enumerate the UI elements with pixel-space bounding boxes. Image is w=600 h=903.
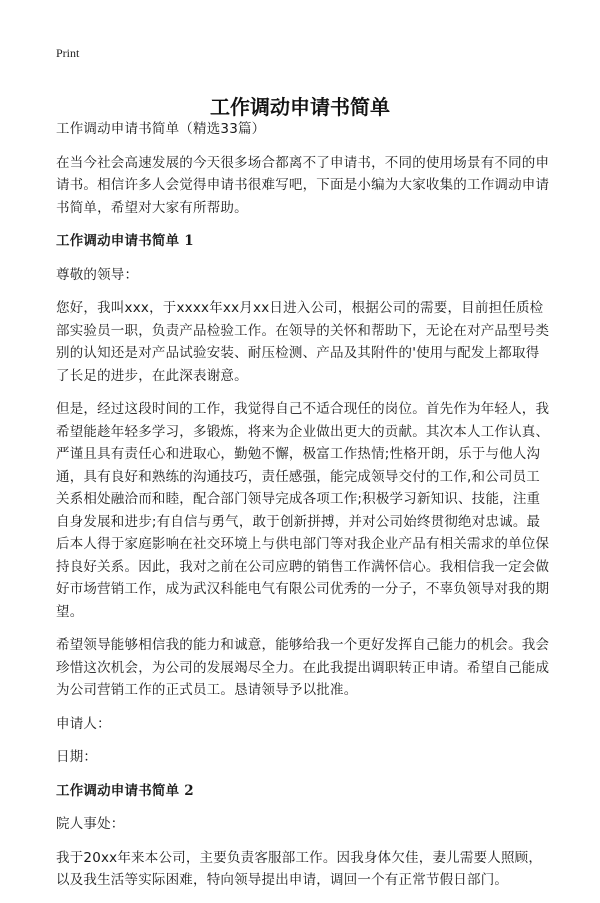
print-label: Print (56, 46, 80, 60)
section1-paragraph-2: 但是，经过这段时间的工作，我觉得自己不适合现任的岗位。首先作为年轻人，我希望能趁年轻多学习，多锻炼，将来为企业做出更大的贡献。其次本人工作认真、严谨且具有责任心和进取心，勤勉不懈，极富工作热情;性格开朗，乐于与他人沟通，具有良好和熟练的沟通技巧，责任感强，能完成领导交付的工作,和公司员工关系相处融洽而和睦，配合部门领导完成各项工作;积极学习新知识、技能，注重自身发展和进步;有自信与勇气，敢于创新拼搏，并对公司始终贯彻绝对忠诚。最后本人得于家庭影响在社交环境上与供电部门等对我企业产品有相关需求的单位保持良好关系。因此，我对之前在公司应聘的销售工作满怀信心。我相信我一定会做好市场营销工作，成为武汉科能电气有限公司优秀的一分子，不辜负领导对我的期望。 (56, 401, 550, 620)
page-title: 工作调动申请书简单 (210, 95, 390, 120)
section1-paragraph-3: 希望领导能够相信我的能力和诚意，能够给我一个更好发挥自己能力的机会。我会珍惜这次机会，为公司的发展竭尽全力。在此我提出调职转正申请。希望自己能成为公司营销工作的正式员工。恳请领导予以批准。 (56, 637, 550, 698)
document-subtitle: 工作调动申请书简单（精选33篇） (56, 121, 266, 137)
section2-paragraph-1: 我于20xx年来本公司，主要负责客服部工作。因我身体欠佳，妻儿需要人照顾，以及我生活等实际困难，特向领导提出申请，调回一个有正常节假日部门。 (56, 849, 543, 888)
section-heading-2: 工作调动申请书简单 2 (56, 782, 194, 799)
section1-paragraph-1: 您好，我叫xxx，于xxxx年xx月xx日进入公司，根据公司的需要，目前担任质检部实验员一职，负责产品检验工作。在领导的关怀和帮助下，无论在对产品型号类别的认知还是对产品试验安装、耐压检测、产品及其附件的'使用与配发上都取得了长足的进步，在此深表谢意。 (56, 300, 550, 384)
salutation-1: 尊敬的领导： (56, 266, 139, 283)
salutation-2: 院人事处： (56, 816, 125, 832)
document-body (56, 118, 550, 903)
date-line: 日期： (56, 749, 98, 765)
applicant-line: 申请人： (56, 715, 111, 732)
intro-paragraph: 在当今社会高速发展的今天很多场合都离不了申请书，不同的使用场景有不同的申请书。相信许多人会觉得申请书很难写吧，下面是小编为大家收集的工作调动申请书简单，希望对大家有所帮助。 (56, 154, 550, 216)
section-heading-1: 工作调动申请书简单 1 (56, 233, 194, 249)
